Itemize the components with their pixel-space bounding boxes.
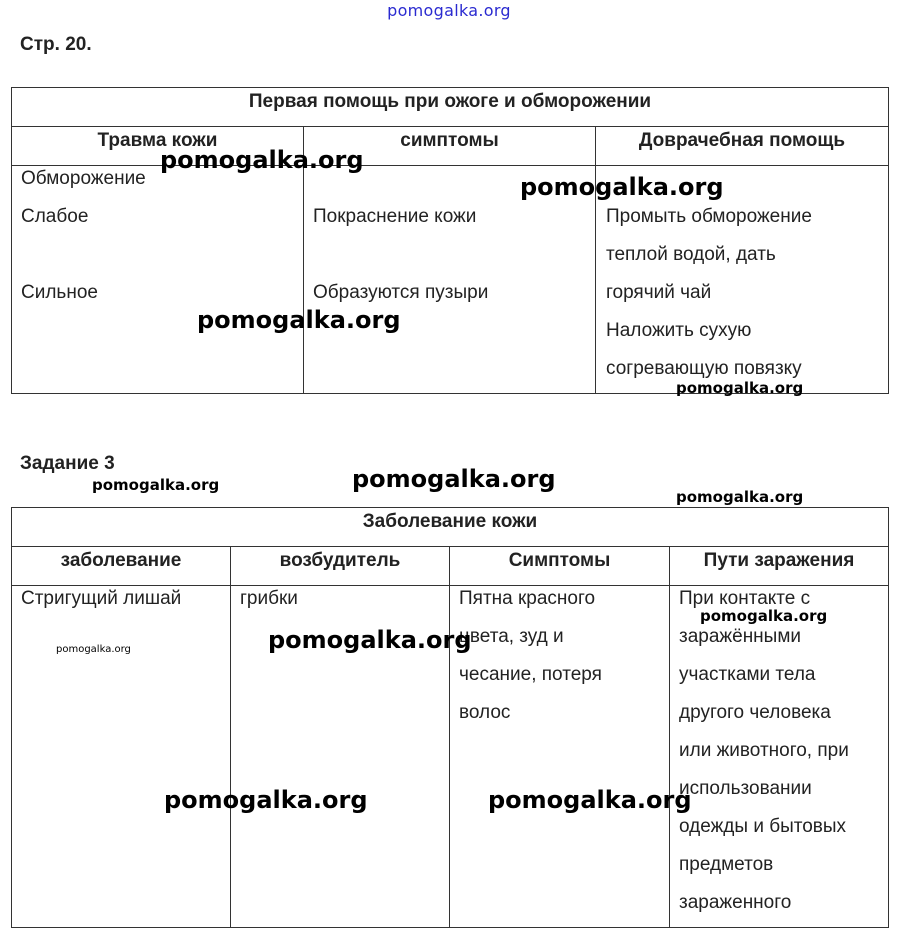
- top-watermark: pomogalka.org: [387, 1, 511, 20]
- table1-border-top: [11, 87, 889, 88]
- table2-cell-fungi: грибки: [240, 588, 298, 609]
- table1-aid-line: Наложить сухую: [606, 320, 752, 341]
- table1-col-divider-2: [595, 126, 596, 394]
- watermark: pomogalka.org: [676, 488, 804, 506]
- table2-header-transmission: Пути заражения: [703, 550, 855, 571]
- watermark: pomogalka.org: [56, 644, 131, 655]
- table1-cell-frostbite: Обморожение: [21, 168, 146, 189]
- page-title: Стр. 20.: [20, 34, 92, 55]
- table2-transmission-line: зараженного: [679, 892, 792, 913]
- table2-symptom-line: цвета, зуд и: [459, 626, 564, 647]
- table1-cell-severe: Сильное: [21, 282, 98, 303]
- table2-transmission-line: заражёнными: [679, 626, 802, 647]
- table2-border-right: [888, 507, 889, 928]
- watermark: pomogalka.org: [164, 786, 368, 814]
- table2-symptom-line: чесание, потеря: [459, 664, 602, 685]
- table2-transmission-line: предметов: [679, 854, 774, 875]
- watermark: pomogalka.org: [352, 465, 556, 493]
- table2-transmission-line: одежды и бытовых: [679, 816, 847, 837]
- table2-transmission-line: или животного, при: [679, 740, 849, 761]
- table2-cell-ringworm: Стригущий лишай: [21, 588, 182, 609]
- table1-aid-line: теплой водой, дать: [606, 244, 776, 265]
- watermark: pomogalka.org: [488, 786, 692, 814]
- table1-aid-line: согревающую повязку: [606, 358, 802, 379]
- table1-aid-line: Промыть обморожение: [606, 206, 812, 227]
- table1-divider-title: [11, 126, 889, 127]
- table2-col-divider-3: [669, 546, 670, 928]
- table2-transmission-line: использовании: [679, 778, 812, 799]
- watermark: pomogalka.org: [676, 379, 804, 397]
- watermark: pomogalka.org: [268, 626, 472, 654]
- table2-border-top: [11, 507, 889, 508]
- watermark: pomogalka.org: [160, 146, 364, 174]
- table2-border-bottom: [11, 927, 889, 928]
- table2-transmission-line: другого человека: [679, 702, 831, 723]
- table1-border-right: [888, 87, 889, 394]
- table1-aid-line: горячий чай: [606, 282, 712, 303]
- table1-cell-blisters: Образуются пузыри: [313, 282, 489, 303]
- watermark: pomogalka.org: [520, 173, 724, 201]
- table2-transmission-line: участками тела: [679, 664, 816, 685]
- table1-cell-redness: Покраснение кожи: [313, 206, 477, 227]
- table1-header-first-aid: Доврачебная помощь: [638, 130, 846, 151]
- table1-header-symptoms: симптомы: [400, 130, 499, 151]
- table1-title: Первая помощь при ожоге и обморожении: [248, 91, 652, 112]
- table1-cell-mild: Слабое: [21, 206, 89, 227]
- table2-header-pathogen: возбудитель: [279, 550, 401, 571]
- table2-divider-title: [11, 546, 889, 547]
- table2-title: Заболевание кожи: [362, 511, 538, 532]
- watermark: pomogalka.org: [197, 306, 401, 334]
- table2-header-symptoms: Симптомы: [508, 550, 611, 571]
- table2-col-divider-1: [230, 546, 231, 928]
- table1-header-injury: Травма кожи: [97, 130, 218, 151]
- table2-header-disease: заболевание: [60, 550, 182, 571]
- table2-transmission-line: При контакте с: [679, 588, 811, 609]
- table2-col-divider-2: [449, 546, 450, 928]
- watermark: pomogalka.org: [700, 607, 828, 625]
- table2-symptom-line: Пятна красного: [459, 588, 596, 609]
- task-title: Задание 3: [20, 453, 115, 474]
- watermark: pomogalka.org: [92, 476, 220, 494]
- table2-symptom-line: волос: [459, 702, 511, 723]
